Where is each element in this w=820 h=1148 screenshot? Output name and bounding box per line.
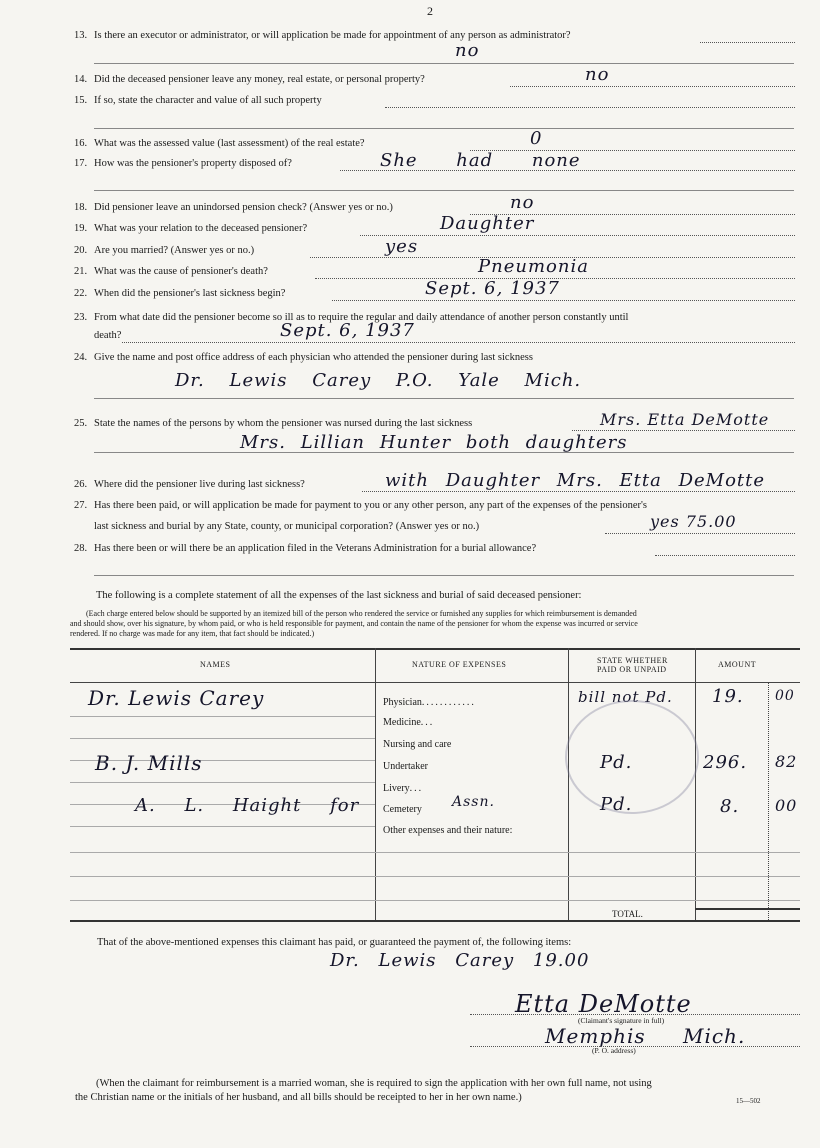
footer-line-1: (When the claimant for reimbursement is a married woman, she is required to sign the application with her own full name, not using bbox=[96, 1078, 652, 1089]
header-names: NAMES bbox=[200, 660, 231, 669]
answer-22: Sept. 6, 1937 bbox=[425, 278, 560, 299]
form-number: 15—502 bbox=[736, 1097, 761, 1105]
entry-nature-3: Assn. bbox=[452, 794, 495, 810]
claimant-address: Memphis Mich. bbox=[545, 1024, 746, 1048]
header-amount: AMOUNT bbox=[718, 660, 757, 669]
entry-cents-2: 82 bbox=[775, 752, 798, 771]
answer-21: Pneumonia bbox=[478, 256, 589, 277]
answer-24: Dr. Lewis Carey P.O. Yale Mich. bbox=[175, 370, 582, 391]
question-13: 13. Is there an executor or administrator, or will application be made for appointment of any person as administrator? bbox=[74, 30, 571, 41]
guarantee-text: That of the above-mentioned expenses this claimant has paid, or guaranteed the payment of, the following items: bbox=[97, 937, 572, 948]
entry-name-2: B. J. Mills bbox=[95, 751, 203, 775]
entry-dollars-3: 8. bbox=[720, 796, 740, 817]
question-21: 21. What was the cause of pensioner's death? bbox=[74, 266, 268, 277]
entry-cents-3: 00 bbox=[775, 796, 798, 815]
statement-note-3: rendered. If no charge was made for any item, that fact should be indicated.) bbox=[70, 629, 315, 638]
answer-26: with Daughter Mrs. Etta DeMotte bbox=[385, 470, 766, 491]
question-27: 27. Has there been paid, or will application be made for payment to you or any other person, any part of the expenses of the pensioner's bbox=[74, 500, 647, 511]
question-28: 28. Has there been or will there be an application filed in the Veterans Administration for a burial allowance? bbox=[74, 543, 537, 554]
question-17: 17. How was the pensioner's property disposed of? bbox=[74, 158, 292, 169]
question-22: 22. When did the pensioner's last sickness begin? bbox=[74, 288, 286, 299]
question-23-cont: death? bbox=[94, 330, 122, 341]
question-24: 24. Give the name and post office address of each physician who attended the pensioner during last sickness bbox=[74, 352, 533, 363]
entry-name-3: A. L. Haight for bbox=[135, 795, 360, 816]
answer-20: yes bbox=[385, 236, 419, 257]
answer-17: She had none bbox=[380, 150, 581, 171]
entry-dollars-2: 296. bbox=[703, 752, 748, 773]
total-label: TOTAL. bbox=[612, 909, 643, 919]
answer-27: yes 75.00 bbox=[650, 512, 737, 531]
category-livery: Livery... bbox=[383, 783, 424, 794]
category-cemetery: Cemetery bbox=[383, 804, 422, 815]
question-25: 25. State the names of the persons by whom the pensioner was nursed during the last sickness bbox=[74, 418, 473, 429]
entry-status-1: bill not Pd. bbox=[578, 688, 673, 706]
guarantee-answer: Dr. Lewis Carey 19.00 bbox=[330, 950, 590, 971]
entry-dollars-1: 19. bbox=[712, 686, 744, 707]
statement-note-1: (Each charge entered below should be supported by an itemized bill of the person who rendered the service or furnished any supplies for which reimbursement is demanded bbox=[86, 609, 637, 618]
question-15: 15. If so, state the character and value of all such property bbox=[74, 95, 322, 106]
signature-caption: (Claimant's signature in full) bbox=[578, 1016, 665, 1025]
question-27-cont: last sickness and burial by any State, county, or municipal corporation? (Answer yes or no.) bbox=[94, 521, 480, 532]
category-undertaker: Undertaker bbox=[383, 761, 428, 772]
question-19: 19. What was your relation to the deceased pensioner? bbox=[74, 223, 308, 234]
answer-18: no bbox=[510, 192, 535, 213]
question-18: 18. Did pensioner leave an unindorsed pension check? (Answer yes or no.) bbox=[74, 202, 393, 213]
category-physician: Physician............ bbox=[383, 697, 476, 708]
answer-23: Sept. 6, 1937 bbox=[280, 320, 415, 341]
header-state-2: PAID OR UNPAID bbox=[597, 665, 667, 674]
question-23: 23. From what date did the pensioner become so ill as to require the regular and daily attendance of another person constantly until bbox=[74, 312, 629, 323]
category-medicine: Medicine... bbox=[383, 717, 435, 728]
header-state-1: STATE WHETHER bbox=[597, 656, 668, 665]
category-other: Other expenses and their nature: bbox=[383, 825, 513, 836]
entry-status-2: Pd. bbox=[600, 752, 633, 773]
claimant-signature: Etta DeMotte bbox=[515, 990, 692, 1018]
page-number: 2 bbox=[427, 4, 433, 18]
statement-intro: The following is a complete statement of all the expenses of the last sickness and burial of said deceased pensioner: bbox=[96, 590, 582, 601]
header-nature: NATURE OF EXPENSES bbox=[412, 660, 507, 669]
answer-25: Mrs. Etta DeMotte bbox=[600, 410, 770, 429]
entry-name-1: Dr. Lewis Carey bbox=[88, 686, 265, 710]
question-20: 20. Are you married? (Answer yes or no.) bbox=[74, 245, 255, 256]
answer-16: 0 bbox=[530, 128, 543, 149]
question-14: 14. Did the deceased pensioner leave any money, real estate, or personal property? bbox=[74, 74, 425, 85]
question-16: 16. What was the assessed value (last assessment) of the real estate? bbox=[74, 138, 365, 149]
answer-25-line2: Mrs. Lillian Hunter both daughters bbox=[240, 432, 628, 453]
answer-14: no bbox=[585, 64, 610, 85]
entry-cents-1: 00 bbox=[775, 688, 795, 704]
category-nursing: Nursing and care bbox=[383, 739, 452, 750]
footer-line-2: the Christian name or the initials of her husband, and all bills should be receipted to her in her own name.) bbox=[75, 1092, 522, 1103]
answer-19: Daughter bbox=[440, 213, 535, 234]
answer-13: no bbox=[455, 40, 480, 61]
postmark-stamp bbox=[565, 700, 699, 814]
question-26: 26. Where did the pensioner live during last sickness? bbox=[74, 479, 305, 490]
address-caption: (P. O. address) bbox=[592, 1046, 636, 1055]
entry-status-3: Pd. bbox=[600, 794, 633, 815]
statement-note-2: and should show, over his signature, by whom paid, or who is held responsible for payment, and contain the name of the pensioner for whom the expense was incurred or service bbox=[70, 619, 638, 628]
